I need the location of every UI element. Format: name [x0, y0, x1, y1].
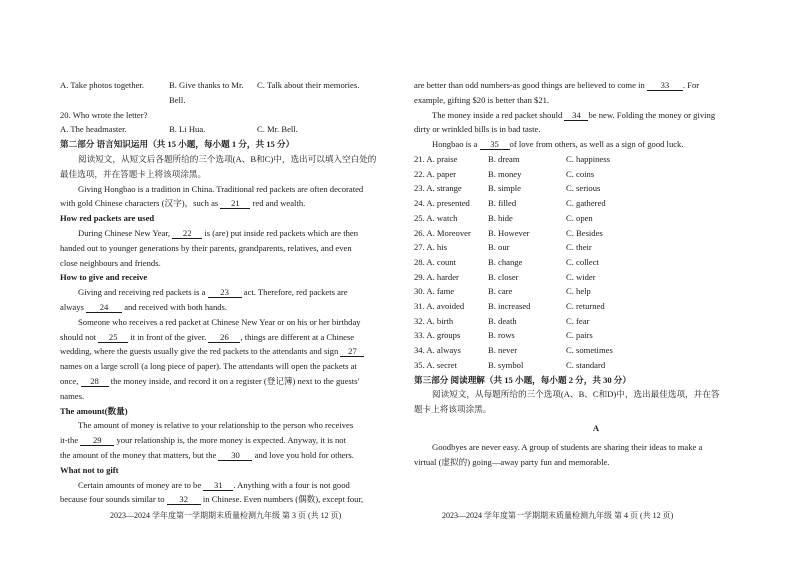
passage-line [60, 285, 383, 300]
blank-33: 33 [647, 80, 683, 91]
q20-options [60, 122, 383, 137]
passage-line [60, 196, 383, 211]
option-b: B. However [488, 227, 530, 238]
passage-line [414, 78, 778, 93]
text-run: are better than odd numbers-as good things are believed to come in [414, 80, 645, 90]
text-run: because four sounds similar to [60, 494, 165, 505]
option-a: 31. A. avoided [414, 301, 465, 312]
passage-line: close neighbours and friends. [60, 257, 161, 268]
option-row [414, 328, 778, 343]
option-a: 28. A. count [414, 256, 457, 267]
section3-title: 第三部分 阅读理解（共 15 小题，每小题 2 分，共 30 分） [414, 374, 631, 385]
option-a: 33. A. groups [414, 330, 461, 341]
blank-24: 24 [86, 302, 122, 313]
passage-a-label: A [592, 422, 600, 433]
option-c: C. standard [566, 359, 606, 370]
passage-line: Giving Hongbao is a tradition in China. Traditional red packets are often decorated [78, 183, 364, 194]
option-row [414, 211, 778, 226]
option-c: C. their [566, 242, 592, 253]
option-b: B. our [488, 242, 510, 253]
option-a: 26. A. Moreover [414, 227, 471, 238]
text-run: once, [60, 375, 79, 386]
subheading-what-not-to-gift: What not to gift [60, 464, 119, 475]
passage-line: example, gifting $20 is better than $21. [414, 94, 550, 105]
blank-27: 27 [340, 346, 364, 357]
option-c: C. open [566, 212, 593, 223]
option-b: B. care [488, 286, 513, 297]
text-run: Giving and receiving red packets is a [78, 287, 206, 298]
text-run: Hongbao is a [432, 139, 478, 150]
passage-line [60, 330, 383, 345]
blank-35: 35 [480, 139, 510, 150]
option-a: 23. A. strange [414, 183, 462, 194]
passage-line: Goodbyes are never easy. A group of students are sharing their ideas to make a [432, 441, 703, 452]
text-run: with gold Chinese characters (汉字)，such as [60, 198, 219, 209]
text-run: the amount of the money that matters, but the [60, 449, 217, 460]
option-row [414, 358, 778, 373]
option-c: C. serious [566, 183, 601, 194]
option-c: C. Besides [566, 227, 603, 238]
option-row [414, 167, 778, 182]
q20-option-c: C. Mr. Bell. [257, 124, 298, 135]
option-b: B. never [488, 345, 518, 356]
text-run: . For [682, 80, 700, 90]
text-run: the money inside, and record it on a register (登记簿) next to the guests' [110, 375, 360, 386]
passage-line [60, 478, 383, 493]
passage-line [60, 433, 383, 448]
blank-28: 28 [81, 376, 109, 387]
passage-line: The amount of money is relative to your relationship to the person who receives [78, 420, 354, 431]
q19-options [60, 78, 383, 108]
option-a: 24. A. presented [414, 198, 470, 209]
passage-line [60, 226, 383, 241]
option-b: B. symbol [488, 359, 524, 370]
blank-30: 30 [218, 450, 252, 461]
blank-23: 23 [208, 287, 242, 298]
text-run: Certain amounts of money are to be [78, 479, 202, 490]
answer-options-list [414, 152, 778, 373]
option-a: 32. A. birth [414, 315, 454, 326]
section3-instruction-line2: 题卡上将该项涂黑。 [414, 404, 492, 415]
text-run: . Anything with a four is not good [233, 479, 350, 490]
option-b: B. money [488, 168, 522, 179]
text-run: it-the [60, 435, 79, 446]
option-c: C. coins [566, 168, 595, 179]
passage-line [60, 300, 383, 315]
option-a: 21. A. praise [414, 153, 458, 164]
option-c: C. collect [566, 256, 599, 267]
passage-line [60, 448, 383, 463]
text-run: and love you hold for others. [254, 449, 354, 460]
subheading-usage: How red packets are used [60, 213, 155, 224]
option-row [414, 152, 778, 167]
text-run: During Chinese New Year, [78, 227, 171, 238]
passage-line [60, 344, 383, 359]
text-run: is (are) put inside red packets which are then [204, 227, 359, 238]
option-row [414, 226, 778, 241]
text-run: and received with both hands. [124, 301, 228, 312]
option-b: B. change [488, 256, 523, 267]
text-run: of love from others, as well as a sign of good luck. [509, 139, 684, 150]
right-page [397, 0, 794, 561]
option-c: C. pairs [566, 330, 593, 341]
blank-29: 29 [80, 435, 114, 446]
blank-25: 25 [98, 332, 128, 343]
blank-31: 31 [203, 480, 233, 491]
text-run: it in front of the giver. [130, 331, 207, 342]
text-run: should not [60, 331, 97, 342]
q19-option-b: B. Give thanks to Mr. Bell. [169, 80, 244, 105]
option-b: B. death [488, 315, 517, 326]
text-run: red and wealth. [252, 198, 306, 209]
option-b: B. increased [488, 301, 531, 312]
option-a: 30. A. fame [414, 286, 455, 297]
section2-instruction-line1: 阅读短文，从短文后各题所给的三个选项(A、B和C)中，选出可以填入空白处的 [78, 153, 377, 164]
passage-line [60, 374, 383, 389]
option-c: C. fear [566, 315, 590, 326]
passage-line: handed out to younger generations by their parents, grandparents, relatives, and even [60, 242, 352, 253]
text-run: The money inside a red packet should [432, 109, 563, 120]
option-c: C. happiness [566, 153, 610, 164]
text-run: always [60, 301, 84, 312]
section2-instruction-line2: 最佳选项，并在答题卡上将该项涂黑。 [60, 168, 207, 179]
blank-32: 32 [167, 494, 201, 505]
option-c: C. returned [566, 301, 605, 312]
section2-title: 第二部分 语言知识运用（共 15 小题，每小题 1 分，共 15 分） [60, 139, 295, 150]
q20-option-b: B. Li Hua. [169, 124, 206, 135]
option-b: B. filled [488, 198, 517, 209]
section3-instruction-line1: 阅读短文，从每题所给的三个选项(A、B、C和D)中，选出最佳选项，并在答 [432, 389, 720, 400]
option-b: B. closer [488, 271, 519, 282]
option-row [414, 255, 778, 270]
subheading-amount: The amount(数量) [60, 405, 128, 416]
option-b: B. simple [488, 183, 521, 194]
text-run: your relationship is, the more money is expected. Anyway, it is not [116, 435, 346, 446]
option-c: C. sometimes [566, 345, 613, 356]
passage-line: Someone who receives a red packet at Chinese New Year or on his or her birthday [78, 316, 361, 327]
option-a: 27. A. his [414, 242, 447, 253]
passage-line [414, 137, 778, 152]
option-row [414, 284, 778, 299]
option-a: 22. A. paper [414, 168, 457, 179]
q19-option-a: A. Take photos together. [60, 80, 144, 90]
option-row [414, 270, 778, 285]
option-a: 25. A. watch [414, 212, 458, 223]
option-row [414, 299, 778, 314]
q20-stem: 20. Who wrote the letter? [60, 109, 148, 120]
passage-line: names on a large scroll (a long piece of paper). The attendants will open the packets at [60, 361, 357, 372]
page-footer-4: 2023—2024 学年度第一学期期末质量检测九年级 第 4 页 (共 12 页) [442, 511, 674, 520]
text-run: wedding, where the guests usually give the red packets to the attendants and sign [60, 346, 339, 357]
option-c: C. wider [566, 271, 596, 282]
option-c: C. gathered [566, 198, 606, 209]
option-b: B. dream [488, 153, 520, 164]
subheading-give-receive: How to give and receive [60, 272, 148, 283]
text-run: in Chinese. Even numbers (偶数), except four, [202, 494, 364, 505]
text-run: , things are different at a Chinese [240, 331, 355, 342]
passage-line [60, 492, 383, 507]
passage-line: names. [60, 390, 85, 401]
q19-option-c: C. Talk about their memories. [257, 80, 360, 90]
passage-line: dirty or wrinkled bills is in bad taste. [414, 124, 541, 135]
option-b: B. hide [488, 212, 513, 223]
option-row [414, 181, 778, 196]
option-a: 35. A. secret [414, 359, 457, 370]
option-a: 34. A. always [414, 345, 461, 356]
option-b: B. rows [488, 330, 515, 341]
option-row [414, 314, 778, 329]
text-run: be new. Folding the money or giving [588, 109, 716, 120]
option-row [414, 240, 778, 255]
passage-line: virtual (虚拟的) going—away party fun and memorable. [414, 456, 610, 467]
blank-21: 21 [220, 198, 250, 209]
option-row [414, 343, 778, 358]
option-a: 29. A. harder [414, 271, 459, 282]
option-c: C. help [566, 286, 591, 297]
q20-option-a: A. The headmaster. [60, 124, 127, 135]
passage-line [414, 108, 778, 123]
page-footer-3: 2023—2024 学年度第一学期期末质量检测九年级 第 3 页 (共 12 页) [110, 511, 342, 520]
option-row [414, 196, 778, 211]
blank-26: 26 [208, 332, 240, 343]
blank-34: 34 [564, 110, 588, 121]
blank-22: 22 [172, 228, 202, 239]
text-run: act. Therefore, red packets are [243, 287, 348, 298]
